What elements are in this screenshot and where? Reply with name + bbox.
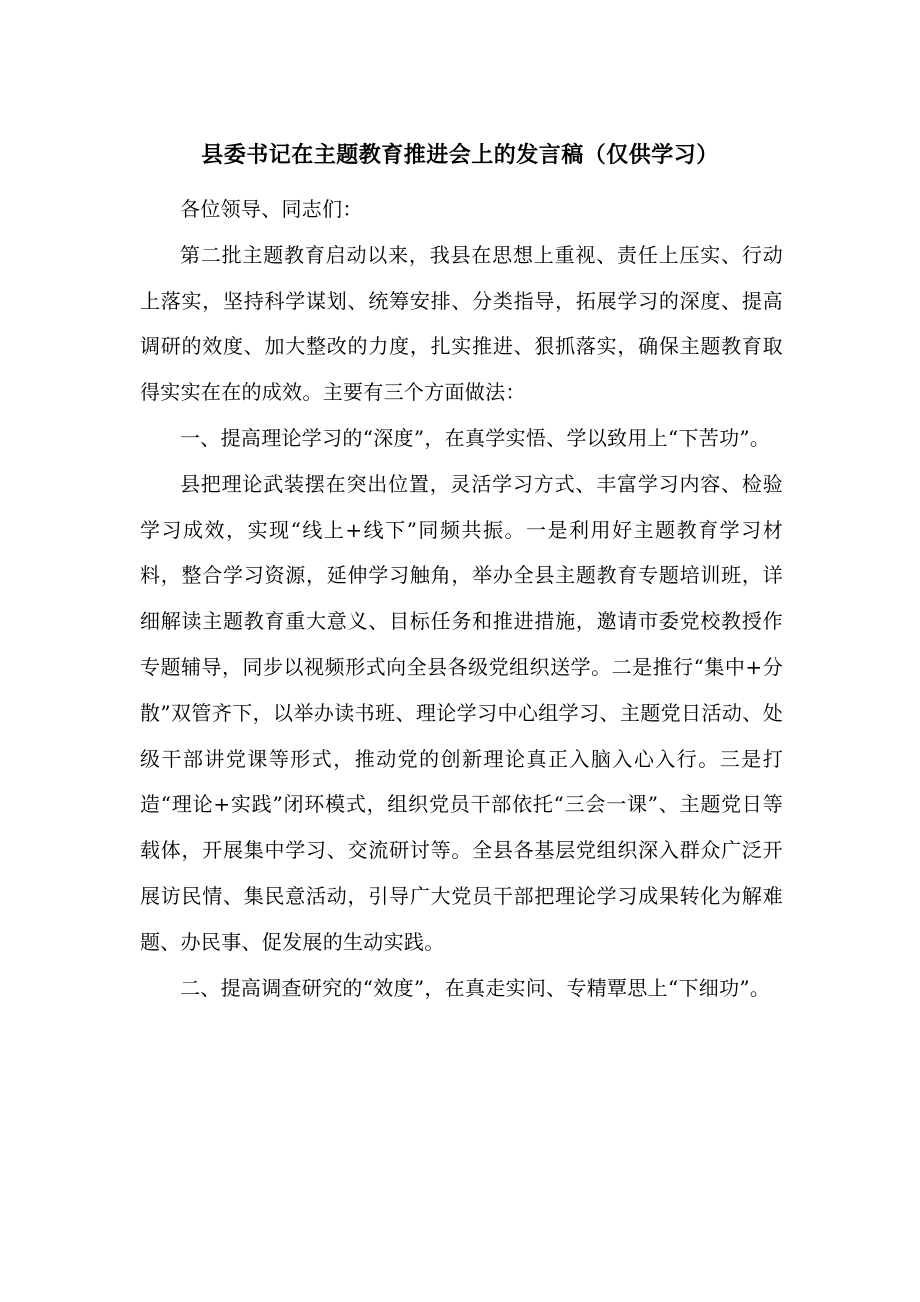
document-title: 县委书记在主题教育推进会上的发言稿（仅供学习） <box>201 143 719 168</box>
paragraph-section-1: 县把理论武装摆在突出位置，灵活学习方式、丰富学习内容、检验学习成效，实现“线上+线下”同频共振。一是利用好主题教育学习材料，整合学习资源，延伸学习触角，举办全县主题教育专题培训班，详细解读主题教育重大意义、目标任务和推进措施，邀请市委党校教授作专题辅导，同步以视频形式向全县各级党组织送学。二是推行“集中+分散”双管齐下，以举办读书班、理论学习中心组学习、主题党日活动、处级干部讲党课等形式，推动党的创新理论真正入脑入心入行。三是打造“理论+实践”闭环模式，组织党员干部依托“三会一课”、主题党日等载体，开展集中学习、交流研讨等。全县各基层党组织深入群众广泛开展访民情、集民意活动，引导广大党员干部把理论学习成果转化为解难题、办民事、促发展的生动实践。 <box>140 471 783 954</box>
paragraph-intro: 第二批主题教育启动以来，我县在思想上重视、责任上压实、行动上落实，坚持科学谋划、统筹安排、分类指导，拓展学习的深度、提高调研的效度、加大整改的力度，扎实推进、狠抓落实，确保主题教育取得实实在在的成效。主要有三个方面做法： <box>140 242 783 405</box>
section-heading-2: 二、提高调查研究的“效度”，在真走实问、专精覃思上“下细功”。 <box>180 975 771 1000</box>
section-heading-1: 一、提高理论学习的“深度”，在真学实悟、学以致用上“下苦功”。 <box>180 425 771 450</box>
salutation: 各位领导、同志们： <box>180 197 363 221</box>
document-body <box>140 187 783 1011</box>
